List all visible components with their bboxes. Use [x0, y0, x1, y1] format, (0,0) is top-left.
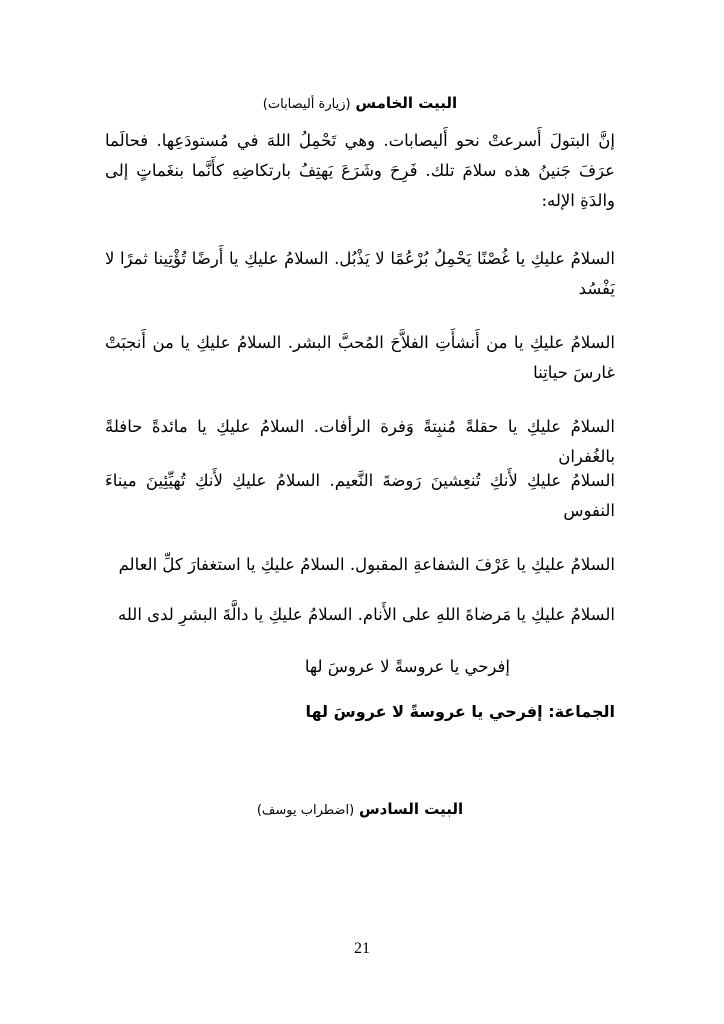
paragraph-salutation: السلامُ عليكِ يا غُصْنًا يَحْمِلُ بُرْعُمًا لا يَذْبُل. السلامُ عليكِ يا أَرضًا تُؤْتِينا ثمرًا لا يَفْسُد — [105, 249, 615, 298]
chorus-line: الجماعة: إفرحي يا عروسةً لا عروسَ لها — [305, 702, 615, 721]
section-title: البيت السادس — [358, 800, 464, 818]
paragraph-refrain: إفرحي يا عروسةً لا عروسَ لها — [304, 657, 510, 676]
paragraph-salutation: السلامُ عليكِ يا حقلةً مُنبِتةً وَفرة الرأفات. السلامُ عليكِ يا مائدةً حافلةً بالغُفران — [105, 417, 615, 466]
section-subtitle: (زيارة أليصابات) — [262, 97, 351, 112]
page-number: 21 — [354, 940, 370, 957]
paragraph-salutation: السلامُ عليكِ لأَنكِ تُنعِشينَ رَوضةَ النَّعيم. السلامُ عليكِ لأَنكِ تُهيِّئِينَ ميناءَ النفوس — [105, 471, 615, 520]
paragraph-salutation: السلامُ عليكِ يا عَرْفَ الشفاعةِ المقبول. السلامُ عليكِ يا استغفارَ كلِّ العالم — [118, 555, 615, 574]
paragraph-salutation: السلامُ عليكِ يا من أَنشأَتِ الفلاَّحَ المُحبَّ البشر. السلامُ عليكِ يا من أَنجبَتْ غارسَ حياتِنا — [105, 333, 615, 382]
section-subtitle: (اضطراب يوسف) — [256, 803, 355, 818]
section-title: البيت الخامس — [355, 94, 458, 112]
section-heading-6 — [105, 800, 615, 818]
section-heading-5 — [105, 94, 615, 112]
paragraph-intro: إنَّ البتولَ أَسرعتْ نحو أَليصابات. وهي تَحْمِلُ اللهَ في مُستودَعِها. فحالَما عرَفَ جَنينُ هذه سلامَ تلك. فَرِحَ وشَرَعَ يَهتِفُ بارتكاضِهِ كأَنَّما بنغَماتٍ إلى والدَةِ الإله: — [105, 131, 615, 210]
paragraph-salutation: السلامُ عليكِ يا مَرضاةَ اللهِ على الأَنام. السلامُ عليكِ يا دالَّةَ البشرِ لدى الله — [117, 605, 615, 624]
